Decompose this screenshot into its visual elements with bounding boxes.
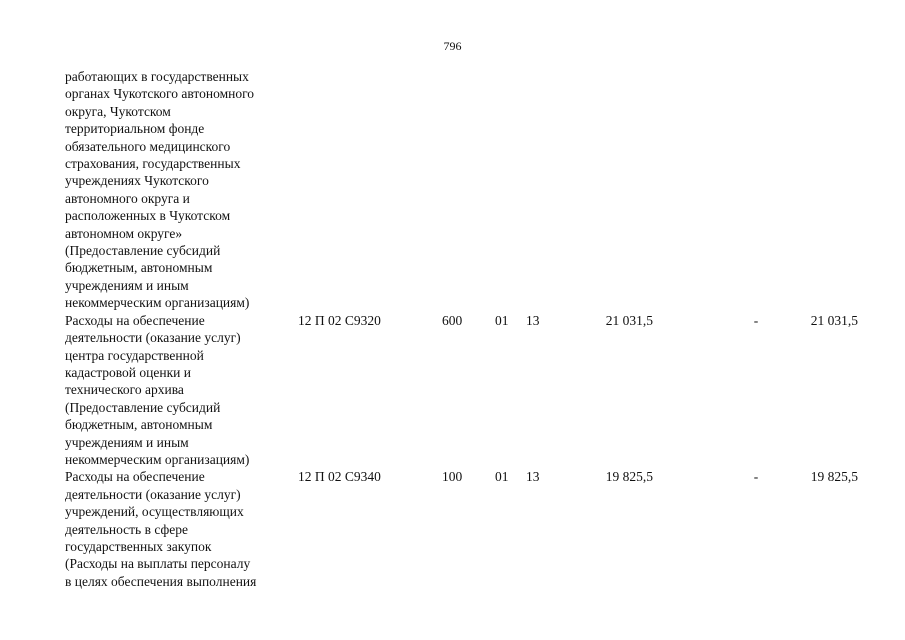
- description-line: Расходы на обеспечение: [65, 469, 205, 485]
- description-line: (Расходы на выплаты персоналу: [65, 556, 251, 572]
- description-line: учреждений, осуществляющих: [65, 504, 244, 520]
- description-line: государственных закупок: [65, 538, 212, 554]
- description-line: обязательного медицинского: [65, 138, 231, 154]
- description-line: кадастровой оценки и: [65, 364, 191, 380]
- budget-table: [65, 68, 865, 590]
- page-number: 796: [443, 39, 462, 53]
- description-line: бюджетным, автономным: [65, 260, 213, 276]
- description-line: (Предоставление субсидий: [65, 399, 221, 415]
- amount-cell: 21 031,5: [605, 312, 653, 328]
- description-line: Расходы на обеспечение: [65, 312, 205, 328]
- table-row: [65, 312, 865, 469]
- description-line: работающих в государственных: [65, 69, 249, 84]
- expense-type-code: 100: [442, 469, 463, 485]
- description-line: округа, Чукотском: [65, 103, 171, 119]
- subsection-code: 13: [526, 469, 540, 485]
- table-row: [65, 468, 865, 590]
- description-line: некоммерческим организациям): [65, 295, 250, 311]
- row-description: [65, 312, 287, 469]
- description-line: учреждениям и иным: [65, 434, 189, 450]
- description-line: деятельности (оказание услуг): [65, 330, 241, 346]
- description-line: автономного округа и: [65, 190, 190, 206]
- target-article-code: 12 П 02 С9320: [298, 312, 381, 328]
- description-line: (Предоставление субсидий: [65, 243, 221, 259]
- description-line: автономном округе»: [65, 225, 183, 241]
- change-cell: -: [753, 312, 759, 328]
- description-line: территориальном фонде: [65, 121, 205, 137]
- description-line: деятельность в сфере: [65, 521, 188, 537]
- subsection-code: 13: [526, 312, 540, 328]
- description-line: деятельности (оказание услуг): [65, 486, 241, 502]
- description-line: бюджетным, автономным: [65, 417, 213, 433]
- description-line: учреждениям и иным: [65, 277, 189, 293]
- description-line: центра государственной: [65, 347, 204, 363]
- section-code: 01: [495, 469, 509, 485]
- amount-cell: 19 825,5: [605, 469, 653, 485]
- row-description: [65, 68, 287, 312]
- target-article-code: 12 П 02 С9340: [298, 469, 381, 485]
- expense-type-code: 600: [442, 312, 463, 328]
- description-line: технического архива: [65, 382, 184, 398]
- row-description: [65, 468, 287, 590]
- description-line: в целях обеспечения выполнения: [65, 573, 257, 589]
- description-line: расположенных в Чукотском: [65, 208, 231, 224]
- description-line: органах Чукотского автономного: [65, 86, 255, 102]
- description-line: учреждениях Чукотского: [65, 173, 209, 189]
- description-line: некоммерческим организациям): [65, 451, 250, 467]
- description-line: страхования, государственных: [65, 156, 241, 172]
- table-row: [65, 68, 865, 312]
- section-code: 01: [495, 312, 509, 328]
- total-cell: 21 031,5: [810, 312, 858, 328]
- change-cell: -: [753, 469, 759, 485]
- total-cell: 19 825,5: [810, 469, 858, 485]
